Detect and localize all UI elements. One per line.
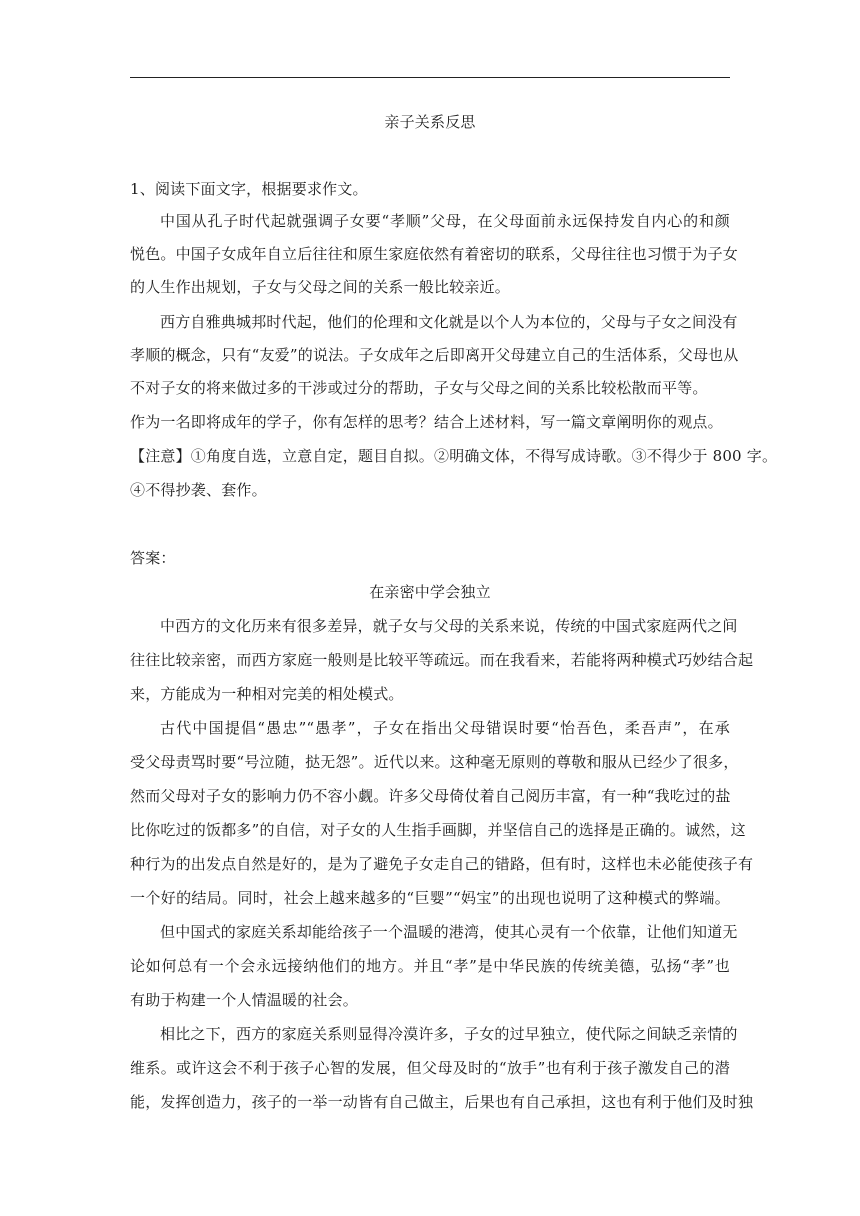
question-paragraph-line: 中国从孔子时代起就强调子女要“孝顺”父母，在父母面前永远保持发自内心的和颜 (160, 212, 730, 230)
question-paragraph-line: 不对子女的将来做过多的干涉或过分的帮助，子女与父母之间的关系比较松散而平等。 (130, 379, 708, 397)
question-instruction: 作为一名即将成年的学子，你有怎样的思考？结合上述材料，写一篇文章阐明你的观点。 (130, 413, 723, 431)
essay-line: 有助于构建一个人情温暖的社会。 (130, 991, 359, 1009)
essay-line: 论如何总有一个会永远接纳他们的地方。并且“孝”是中华民族的传统美德，弘扬“孝”也 (130, 957, 730, 975)
essay-line: 能，发挥创造力，孩子的一举一动皆有自己做主，后果也有自己承担，这也有利于他们及时独 (130, 1093, 754, 1111)
essay-line: 古代中国提倡“愚忠”“愚孝”，子女在指出父母错误时要“怡吾色，柔吾声”，在承 (160, 719, 730, 737)
essay-line: 往往比较亲密，而西方家庭一般则是比较平等疏远。而在我看来，若能将两种模式巧妙结合起 (130, 651, 754, 669)
essay-line: 一个好的结局。同时，社会上越来越多的“巨婴”“妈宝”的出现也说明了这种模式的弊端。 (130, 889, 730, 907)
essay-line: 受父母责骂时要“号泣随，挞无怨”。近代以来。这种毫无原则的尊敬和服从已经少了很多， (130, 753, 739, 771)
essay-title: 在亲密中学会独立 (369, 583, 491, 601)
essay-line: 种行为的出发点自然是好的，是为了避免子女走自己的错路，但有时，这样也未必能使孩子有 (130, 855, 754, 873)
essay-line: 相比之下，西方的家庭关系则显得冷漠许多，子女的过早独立，使代际之间缺乏亲情的 (160, 1025, 738, 1043)
question-paragraph-line: 西方自雅典城邦时代起，他们的伦理和文化就是以个人为本位的，父母与子女之间没有 (160, 313, 738, 331)
header-rule (130, 77, 730, 78)
question-notice: 【注意】①角度自选，立意自定，题目自拟。②明确文体，不得写成诗歌。③不得少于 800 字。 (130, 447, 778, 465)
essay-line: 然而父母对子女的影响力仍不容小觑。许多父母倚仗着自己阅历丰富，有一种“我吃过的盐 (130, 787, 731, 805)
essay-line: 来，方能成为一种相对完美的相处模式。 (130, 685, 404, 703)
question-paragraph-line: 悦色。中国子女成年自立后往往和原生家庭依然有着密切的联系，父母往往也习惯于为子女 (130, 245, 739, 263)
question-paragraph-line: 的人生作出规划，子女与父母之间的关系一般比较亲近。 (130, 278, 511, 296)
answer-label: 答案： (130, 549, 176, 567)
document-title: 亲子关系反思 (384, 113, 476, 131)
essay-line: 中西方的文化历来有很多差异，就子女与父母的关系来说，传统的中国式家庭两代之间 (160, 617, 738, 635)
essay-line: 但中国式的家庭关系却能给孩子一个温暖的港湾，使其心灵有一个依靠，让他们知道无 (160, 923, 738, 941)
question-notice: ④不得抄袭、套作。 (130, 481, 267, 499)
essay-line: 维系。或许这会不利于孩子心智的发展，但父母及时的“放手”也有利于孩子激发自己的潜 (130, 1059, 730, 1077)
question-paragraph-line: 孝顺的概念，只有“友爱”的说法。子女成年之后即离开父母建立自己的生活体系，父母也从 (130, 346, 739, 364)
essay-line: 比你吃过的饭都多”的自信，对子女的人生指手画脚，并坚信自己的选择是正确的。诚然，这 (130, 821, 746, 839)
question-prompt: 1、阅读下面文字，根据要求作文。 (130, 180, 368, 198)
